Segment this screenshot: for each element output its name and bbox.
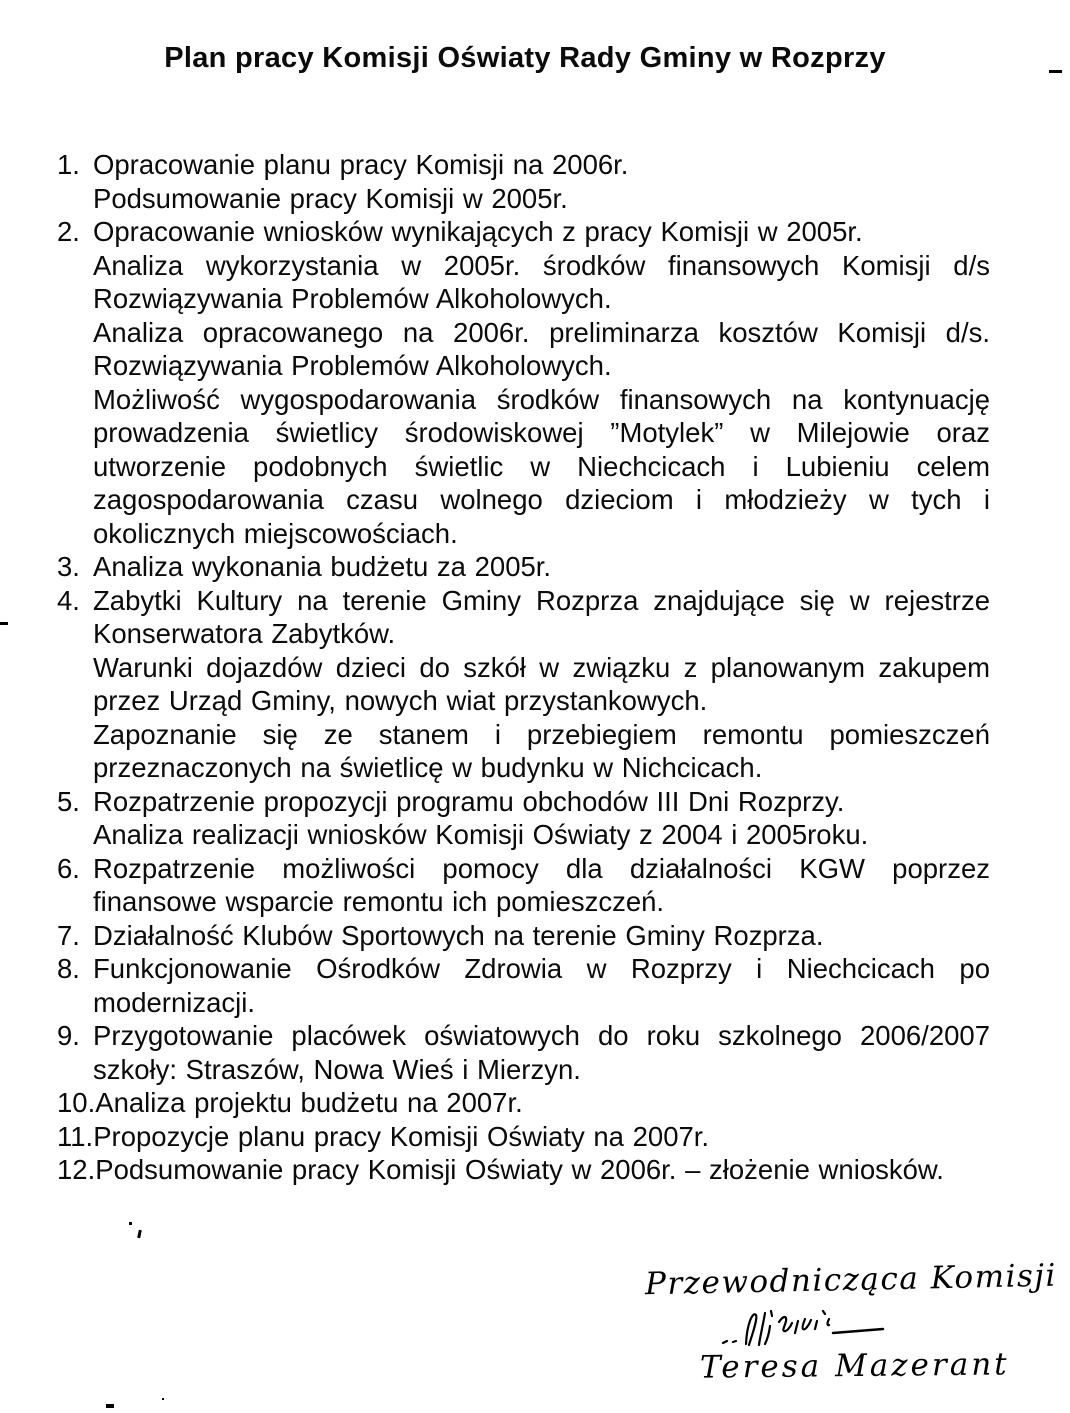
- item-line: Analiza projektu budżetu na 2007r.: [95, 1087, 523, 1118]
- item-number: 8.: [57, 953, 80, 984]
- item-number: 4.: [57, 584, 80, 616]
- item-line: Analiza wykonania budżetu za 2005r.: [93, 551, 552, 582]
- item-line: Analiza opracowanego na 2006r. preliminarza kosztów Komisji d/s.: [93, 316, 990, 348]
- list-item-6: [57, 852, 990, 919]
- item-line: szkoły: Straszów, Nowa Wieś i Mierzyn.: [93, 1053, 581, 1085]
- item-line: utworzenie podobnych świetlic w Niechcicach i Lubieniu celem: [93, 450, 990, 482]
- item-line: Możliwość wygospodarowania środków finansowych na kontynuację: [93, 383, 990, 415]
- item-number: 9.: [57, 1020, 80, 1051]
- item-number: 3.: [57, 551, 80, 582]
- item-line: Podsumowanie pracy Komisji w 2005r.: [93, 182, 568, 214]
- list-item-1: [57, 148, 990, 215]
- list-item-9: [57, 1019, 990, 1086]
- item-line: Propozycje planu pracy Komisji Oświaty na 2007r.: [93, 1120, 710, 1152]
- scan-artifact-dash: [106, 1404, 114, 1408]
- item-line: Zapoznanie się ze stanem i przebiegiem remontu pomieszczeń: [93, 718, 990, 750]
- list-item-4: [57, 584, 990, 785]
- item-body: [93, 215, 990, 550]
- item-number: 6.: [57, 852, 80, 884]
- item-line: Rozwiązywania Problemów Alkoholowych.: [93, 350, 612, 381]
- item-line: Działalność Klubów Sportowych na terenie Gminy Rozprza.: [93, 919, 824, 951]
- item-line: prowadzenia świetlicy środowiskowej ”Motylek” w Milejowie oraz: [93, 417, 990, 448]
- item-body: [95, 1153, 990, 1187]
- item-number: 7.: [57, 919, 80, 951]
- list-item-8: [57, 952, 990, 1019]
- item-line: Zabytki Kultury na terenie Gminy Rozprza znajdujące się w rejestrze: [93, 584, 990, 616]
- item-body: [95, 1086, 990, 1120]
- item-body: [93, 1120, 990, 1154]
- item-number: 10.: [57, 1087, 96, 1118]
- item-line: Analiza realizacji wniosków Komisji Oświaty z 2004 i 2005roku.: [93, 819, 869, 850]
- signature-role-handwritten: Przewodnicząca Komisji: [644, 1257, 1058, 1303]
- item-line: Rozwiązywania Problemów Alkoholowych.: [93, 283, 612, 314]
- item-number: 5.: [57, 785, 80, 817]
- item-body: [93, 584, 990, 785]
- item-number: 11.: [57, 1120, 94, 1152]
- item-body: [93, 919, 990, 953]
- item-line: Rozpatrzenie możliwości pomocy dla działalności KGW poprzez: [93, 852, 990, 884]
- item-line: Warunki dojazdów dzieci do szkół w związku z planowanym zakupem: [93, 651, 990, 683]
- item-line: finansowe wsparcie remontu ich pomieszczeń.: [93, 886, 665, 917]
- scan-artifact-dash: [0, 622, 8, 625]
- scan-artifact-dot: [162, 1398, 164, 1400]
- scan-artifact-dash: [1049, 70, 1062, 73]
- item-line: Konserwatora Zabytków.: [93, 618, 396, 649]
- item-number: 2.: [57, 216, 80, 247]
- item-number: 12.: [57, 1154, 96, 1185]
- list-item-12: [57, 1153, 990, 1187]
- list-item-7: [57, 919, 990, 953]
- item-body: [93, 785, 990, 852]
- item-body: [93, 852, 990, 919]
- list-item-10: [57, 1086, 990, 1120]
- item-body: [93, 148, 990, 215]
- list-item-3: [57, 550, 990, 584]
- item-number: 1.: [57, 149, 80, 180]
- item-line: modernizacji.: [93, 986, 256, 1018]
- signature-name-handwritten: Teresa Mazerant: [699, 1346, 1010, 1386]
- item-line: zagospodarowania czasu wolnego dzieciom i młodzieży w tych i: [93, 484, 990, 515]
- item-line: Opracowanie planu pracy Komisji na 2006r.: [93, 149, 629, 180]
- page-title: Plan pracy Komisji Oświaty Rady Gminy w Rozprzy: [164, 42, 886, 74]
- item-line: Opracowanie wniosków wynikających z pracy Komisji w 2005r.: [93, 216, 863, 247]
- plan-list: [57, 148, 990, 1187]
- list-item-5: [57, 785, 990, 852]
- item-line: okolicznych miejscowościach.: [93, 517, 458, 549]
- item-line: Podsumowanie pracy Komisji Oświaty w 2006r. – złożenie wniosków.: [95, 1154, 944, 1185]
- item-body: [93, 952, 990, 1019]
- item-body: [93, 1019, 990, 1086]
- scan-artifact-comma: [137, 1230, 142, 1238]
- item-line: Funkcjonowanie Ośrodków Zdrowia w Rozprzy i Niechcicach po: [93, 953, 990, 984]
- scan-artifact-dot: [129, 1222, 132, 1225]
- item-line: Analiza wykorzystania w 2005r. środków finansowych Komisji d/s: [93, 249, 990, 281]
- list-item-2: [57, 215, 990, 550]
- item-line: przez Urząd Gminy, nowych wiat przystankowych.: [93, 685, 708, 716]
- item-line: przeznaczonych na świetlicę w budynku w Nichcicach.: [93, 752, 763, 783]
- item-body: [93, 550, 990, 584]
- item-line: Rozpatrzenie propozycji programu obchodów III Dni Rozprzy.: [93, 785, 845, 817]
- item-line: Przygotowanie placówek oświatowych do roku szkolnego 2006/2007: [93, 1020, 990, 1051]
- list-item-11: [57, 1120, 990, 1154]
